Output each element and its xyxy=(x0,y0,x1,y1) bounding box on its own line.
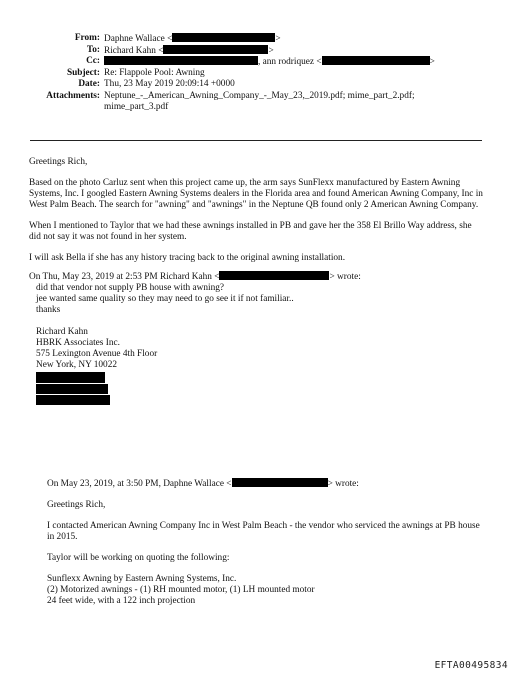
email-body xyxy=(29,157,485,607)
cc-value xyxy=(104,56,435,68)
signature-address: New York, NY 10022 xyxy=(36,360,118,370)
paragraph: When I mentioned to Taylor that we had these awnings installed in PB and gave her the 358 El Brillo Way address, she did not say it was not found in her system. xyxy=(29,221,472,242)
redaction-block xyxy=(232,478,328,487)
greeting: Greetings Rich, xyxy=(47,500,106,510)
to-value xyxy=(104,45,274,57)
header-divider xyxy=(30,140,482,141)
cc-label: Cc: xyxy=(86,56,100,66)
list-line: 24 feet wide, with a 122 inch projection xyxy=(47,596,196,606)
to-label: To: xyxy=(86,44,100,55)
from-name: Daphne Wallace < xyxy=(104,34,173,44)
paragraph: I will ask Bella if she has any history tracing back to the original awning installation. xyxy=(29,253,346,263)
attachment-line-2[interactable]: mime_part_3.pdf xyxy=(104,101,169,112)
redaction-block xyxy=(36,372,105,383)
greeting: Greetings Rich, xyxy=(29,157,88,167)
quote-intro xyxy=(29,271,485,283)
document-id: EFTA00495834 xyxy=(434,660,508,671)
to-name: Richard Kahn < xyxy=(104,45,164,56)
attachments-row xyxy=(0,91,512,113)
paragraph: I contacted American Awning Company Inc in West Palm Beach - the vendor who serviced the awnings at PB house in 2015. xyxy=(47,521,480,542)
redaction-block xyxy=(36,384,108,394)
paragraph: Taylor will be working on quoting the following: xyxy=(47,553,230,563)
quote-line: thanks xyxy=(36,305,61,315)
redaction-block xyxy=(172,33,275,42)
list-line: (2) Motorized awnings - (1) RH mounted motor, (1) LH mounted motor xyxy=(47,585,315,595)
signature-address: 575 Lexington Avenue 4th Floor xyxy=(36,349,158,359)
redaction-block xyxy=(104,56,258,65)
quote-line: jee wanted same quality so they may need to go see it if not familiar.. xyxy=(36,294,294,304)
subject-row xyxy=(0,68,512,80)
quote-intro xyxy=(47,478,485,490)
quote-wrote: > wrote: xyxy=(329,272,361,282)
quoted-message xyxy=(36,283,485,607)
close-bracket: > xyxy=(275,34,281,44)
redaction-block xyxy=(322,56,430,65)
list-line: Sunflexx Awning by Eastern Awning Systems, Inc. xyxy=(47,574,237,584)
close-bracket: > xyxy=(429,57,435,67)
date-label: Date: xyxy=(78,79,100,89)
email-header xyxy=(0,33,512,113)
from-value xyxy=(104,33,281,45)
cc-row xyxy=(0,56,512,68)
close-bracket: > xyxy=(268,45,274,56)
signature-company: HBRK Associates Inc. xyxy=(36,338,120,348)
paragraph: Based on the photo Carluz sent when this project came up, the arm says SunFlexx manufactured by Eastern Awning Systems, Inc. I googled Eastern Awning Systems dealers in the Florida area and found American Awning Company, Inc in West Palm Beach. The search for "awning" and "awnings" in the Neptune QB found only 2 American Awning Company. xyxy=(29,178,483,210)
attachments-value xyxy=(104,91,415,113)
signature-name: Richard Kahn xyxy=(36,327,88,337)
subject-value: Re: Flappole Pool: Awning xyxy=(104,67,205,78)
redaction-block xyxy=(163,45,268,54)
quote-line: did that vendor not supply PB house with awning? xyxy=(36,283,224,293)
subject-label: Subject: xyxy=(66,67,100,78)
to-row xyxy=(0,45,512,57)
attachments-label: Attachments: xyxy=(46,90,100,101)
quote-intro-text: On Thu, May 23, 2019 at 2:53 PM Richard Kahn < xyxy=(29,272,220,282)
nested-quoted-message xyxy=(47,478,485,607)
cc-names: , ann rodriquez < xyxy=(258,57,322,67)
date-row xyxy=(0,79,512,91)
from-label: From: xyxy=(74,33,100,43)
attachment-line-1[interactable]: Neptune_-_American_Awning_Company_-_May_23,_2019.pdf; mime_part_2.pdf; xyxy=(104,90,415,101)
quote-intro-text: On May 23, 2019, at 3:50 PM, Daphne Wallace < xyxy=(47,479,232,489)
from-row xyxy=(0,33,512,45)
date-value: Thu, 23 May 2019 20:09:14 +0000 xyxy=(104,79,235,89)
redaction-block xyxy=(219,271,329,280)
redaction-block xyxy=(36,395,110,405)
quote-wrote: > wrote: xyxy=(327,479,359,489)
